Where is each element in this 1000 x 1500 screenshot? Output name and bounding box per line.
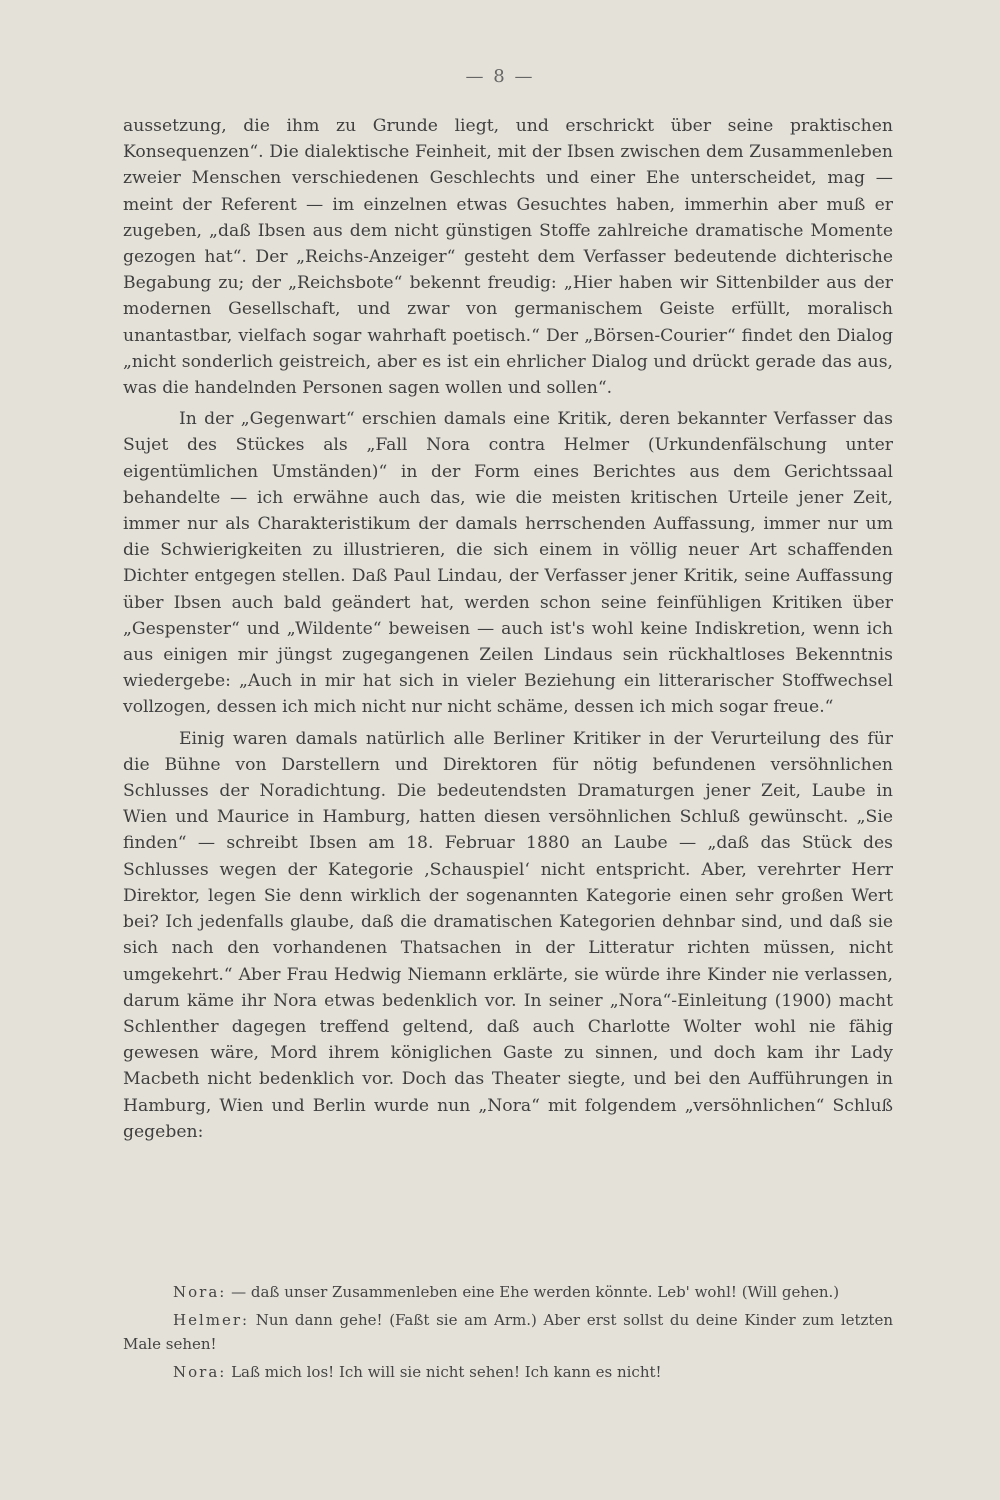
dialogue-text: Nun dann gehe! (Faßt sie am Arm.) Aber erst sollst du deine Kinder zum letzten Male sehen!: [123, 1311, 893, 1353]
paragraph: In der „Gegenwart“ erschien damals eine Kritik, deren bekannter Verfasser das Sujet des Stückes als „Fall Nora contra Helmer (Urkundenfälschung unter eigentümlichen Umständen)“ in der Form eines Berichtes aus dem Gerichtssaal behandelte — ich erwähne auch das, wie die meisten kritischen Urteile jener Zeit, immer nur als Charakteristikum der damals herrschenden Auffassung, immer nur um die Schwierigkeiten zu illustrieren, die sich einem in völlig neuer Art schaffenden Dichter entgegen stellen. Daß Paul Lindau, der Verfasser jener Kritik, seine Auffassung über Ibsen auch bald geändert hat, werden schon seine feinfühligen Kritiken über „Gespenster“ und „Wildente“ beweisen — auch ist's wohl keine Indiskretion, wenn ich aus einigen mir jüngst zugegangenen Zeilen Lindaus sein rückhaltloses Bekenntnis wiedergebe: „Auch in mir hat sich in vieler Beziehung ein litterarischer Stoffwechsel vollzogen, dessen ich mich nicht nur nicht schäme, dessen ich mich sogar freue.“: [123, 409, 893, 718]
dialogue-line: [123, 1308, 893, 1356]
dialogue-text: — daß unser Zusammenleben eine Ehe werden könnte. Leb' wohl! (Will gehen.): [226, 1283, 840, 1301]
speaker-name: Nora:: [173, 1363, 227, 1381]
dialogue-quote: [123, 1280, 893, 1388]
paragraph: aussetzung, die ihm zu Grunde liegt, und erschrickt über seine praktischen Konsequenzen“. Die dialektische Feinheit, mit der Ibsen zwischen dem Zusammenleben zweier Menschen verschiedenen Geschlechts und einer Ehe unterscheidet, mag — meint der Referent — im einzelnen etwas Gesuchtes haben, immerhin aber muß er zugeben, „daß Ibsen aus dem nicht günstigen Stoffe zahlreiche dramatische Momente gezogen hat“. Der „Reichs-Anzeiger“ gesteht dem Verfasser bedeutende dichterische Begabung zu; der „Reichsbote“ bekennt freudig: „Hier haben wir Sittenbilder aus der modernen Gesellschaft, und zwar von germanischem Geiste erfüllt, moralisch unantastbar, vielfach sogar wahrhaft poetisch.“ Der „Börsen-Courier“ findet den Dialog „nicht sonderlich geistreich, aber es ist ein ehrlicher Dialog und drückt gerade das aus, was die handelnden Personen sagen wollen und sollen“.: [123, 116, 893, 399]
body-text: [123, 113, 893, 1150]
dialogue-line: [123, 1360, 893, 1384]
speaker-name: Helmer:: [173, 1311, 250, 1329]
paragraph: Einig waren damals natürlich alle Berliner Kritiker in der Verurteilung des für die Bühne von Darstellern und Direktoren für nötig befundenen versöhnlichen Schlusses der Noradichtung. Die bedeutendsten Dramaturgen jener Zeit, Laube in Wien und Maurice in Hamburg, hatten diesen versöhnlichen Schluß gewünscht. „Sie finden“ — schreibt Ibsen am 18. Februar 1880 an Laube — „daß das Stück des Schlusses wegen der Kategorie ‚Schauspiel‘ nicht entspricht. Aber, verehrter Herr Direktor, legen Sie denn wirklich der sogenannten Kategorie einen sehr großen Wert bei? Ich jedenfalls glaube, daß die dramatischen Kategorien dehnbar sind, und daß sie sich nach den vorhandenen Thatsachen in der Litteratur richten müssen, nicht umgekehrt.“ Aber Frau Hedwig Niemann erklärte, sie würde ihre Kinder nie verlassen, darum käme ihr Nora etwas bedenklich vor. In seiner „Nora“-Einleitung (1900) macht Schlenther dagegen treffend geltend, daß auch Charlotte Wolter wohl nie fähig gewesen wäre, Mord ihrem königlichen Gaste zu sinnen, und doch kam ihr Lady Macbeth nicht bedenklich vor. Doch das Theater siegte, und bei den Aufführungen in Hamburg, Wien und Berlin wurde nun „Nora“ mit folgendem „versöhnlichen“ Schluß gegeben:: [123, 728, 893, 1142]
speaker-name: Nora:: [173, 1283, 227, 1301]
page-number: — 8 —: [465, 66, 535, 87]
dialogue-line: [123, 1280, 893, 1304]
dialogue-text: Laß mich los! Ich will sie nicht sehen! Ich kann es nicht!: [226, 1363, 662, 1381]
